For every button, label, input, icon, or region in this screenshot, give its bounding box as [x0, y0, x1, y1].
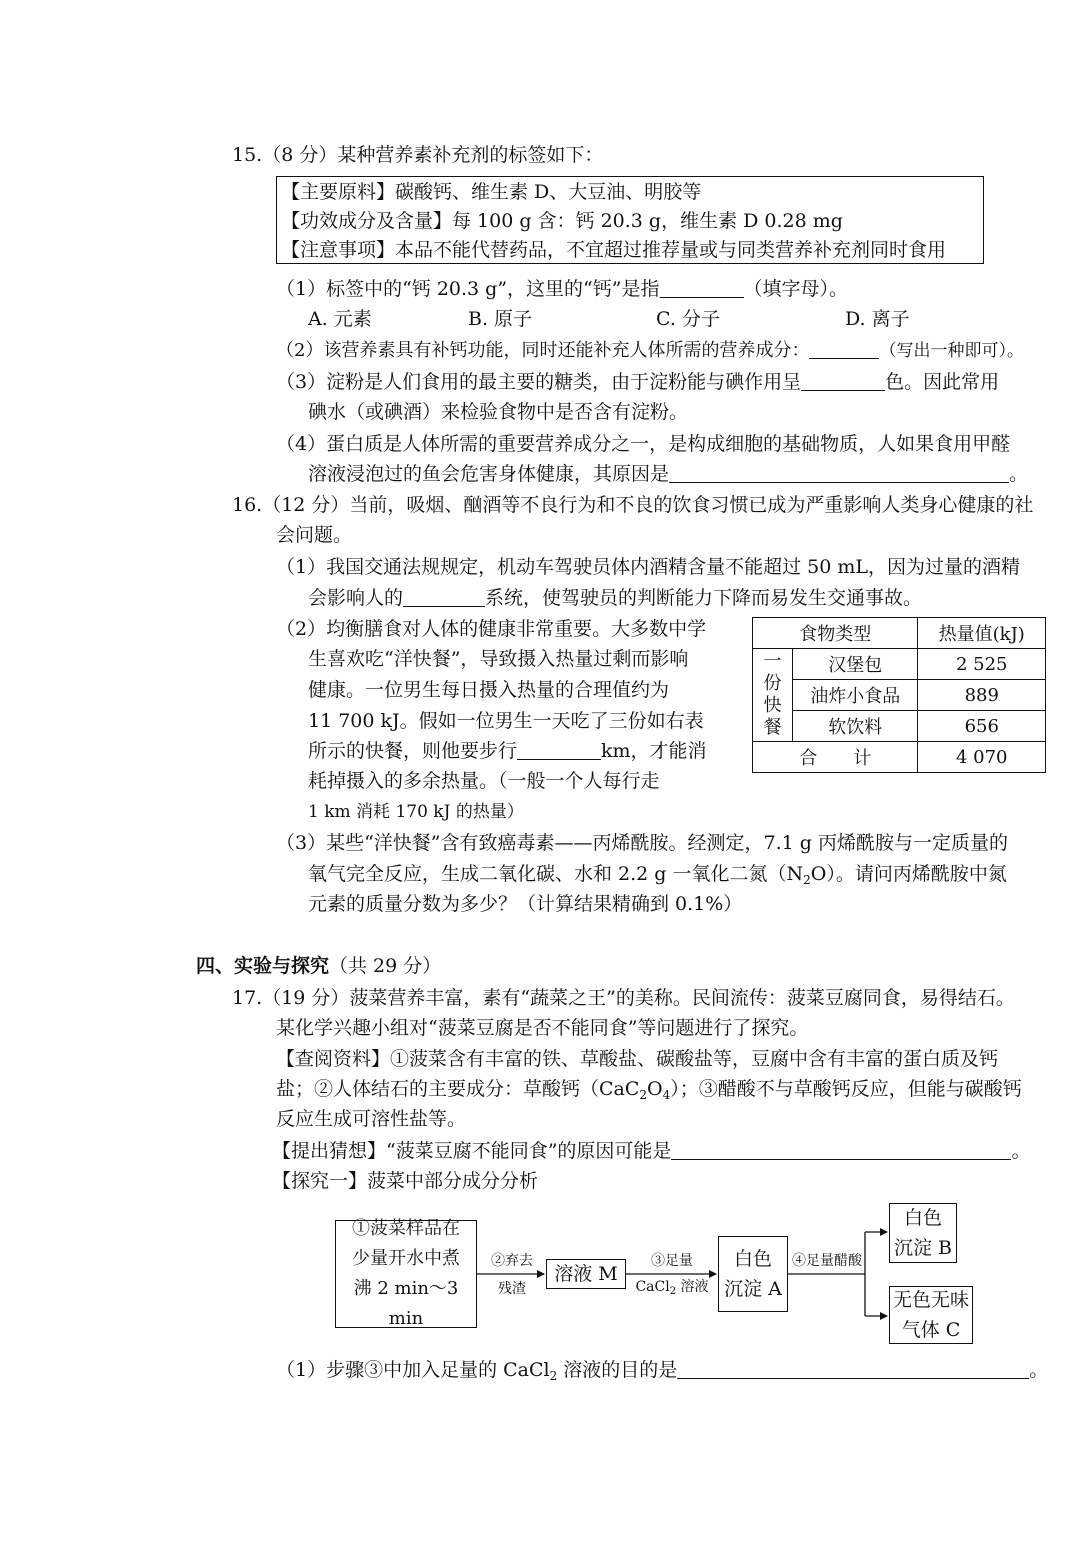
q15-option-c: C. 分子 [656, 308, 720, 330]
q17-reference-line3: 反应生成可溶性盐等。 [276, 1108, 467, 1130]
q16-part2-line3: 健康。一位男生每日摄入热量的合理值约为 [308, 679, 670, 701]
table-group-label: 一份快餐 [753, 649, 793, 742]
flow-arrow1-label-bottom: 残渣 [498, 1281, 526, 1297]
q16-part3-line3: 元素的质量分数为多少？（计算结果精确到 0.1%） [308, 893, 743, 915]
table-cell-food-name: 油炸小食品 [792, 680, 918, 711]
q16-part2-line1: （2）均衡膳食对人体的健康非常重要。大多数中学 [276, 618, 707, 640]
table-cell-food-value: 889 [918, 680, 1046, 711]
table-cell-food-name: 软饮料 [792, 711, 918, 742]
q16-part3-line1: （3）某些“洋快餐”含有致癌毒素——丙烯酰胺。经测定，7.1 g 丙烯酰胺与一定质量的 [276, 832, 1008, 854]
answer-blank-q17-1[interactable] [677, 1358, 1029, 1379]
q17-stem-line2: 某化学兴趣小组对“菠菜豆腐是否不能同食”等问题进行了探究。 [276, 1017, 809, 1039]
q16-part2-line5: 所示的快餐，则他要步行 km，才能消 [308, 740, 707, 762]
section-four-heading: 四、实验与探究（共 29 分） [196, 955, 442, 977]
q15-option-b: B. 原子 [468, 308, 533, 330]
q15-part3-line2: 碘水（或碘酒）来检验食物中是否含有淀粉。 [308, 401, 689, 423]
q15-part4-line1: （4）蛋白质是人体所需的重要营养成分之一，是构成细胞的基础物质，人如果食用甲醛 [276, 433, 1011, 455]
q15-option-a: A. 元素 [308, 308, 372, 330]
q16-part1-line1: （1）我国交通法规规定，机动车驾驶员体内酒精含量不能超过 50 mL，因为过量的酒精 [276, 556, 1020, 578]
q16-part2-line4: 11 700 kJ。假如一位男生一天吃了三份如右表 [308, 710, 704, 732]
table-total-value: 4 070 [918, 742, 1046, 773]
q17-reference-line2: 盐；②人体结石的主要成分：草酸钙$(CaC_2O_4)$；③醋酸不与草酸钙反应，但能与碳酸钙 [276, 1078, 1022, 1102]
flow-box-sample-boiling: ①菠菜样品在 少量开水中煮 沸 2 min～3 min [335, 1220, 477, 1328]
q17-hypothesis: 【提出猜想】“菠菜豆腐不能同食”的原因可能是 。 [272, 1140, 1031, 1162]
flow-box-white-precipitate-b: 白色 沉淀 B [889, 1203, 957, 1263]
q15-part3-line1: （3）淀粉是人们食用的最主要的糖类，由于淀粉能与碘作用呈 色。因此常用 [276, 371, 1000, 393]
flow-box-white-precipitate-a: 白色 沉淀 A [718, 1236, 788, 1312]
q16-part2-line7: 1 km 消耗 170 kJ 的热量） [308, 802, 524, 822]
table-cell-food-value: 656 [918, 711, 1046, 742]
q16-part1-line2: 会影响人的 系统，使驾驶员的判断能力下降而易发生交通事故。 [308, 587, 923, 609]
q17-reference-line1: 【查阅资料】①菠菜含有丰富的铁、草酸盐、碳酸盐等，豆腐中含有丰富的蛋白质及钙 [276, 1048, 999, 1070]
q16-stem-line2: 会问题。 [276, 524, 353, 546]
q15-part1: （1）标签中的“钙 20.3 g”，这里的“钙”是指 （填字母）。 [276, 278, 849, 300]
table-total-label: 合 计 [753, 742, 918, 773]
q17-part1: （1）步骤③中加入足量的 CaCl$_2$ 溶液的目的是 。 [276, 1359, 1049, 1383]
q15-part2: （2）该营养素具有补钙功能，同时还能补充人体所需的营养成分： （写出一种即可）。 [276, 340, 1024, 361]
flow-arrow1-label-top: ②弃去 [491, 1253, 533, 1269]
table-cell-food-name: 汉堡包 [792, 649, 918, 680]
q15-option-d: D. 离子 [845, 308, 910, 330]
table-header-type: 食物类型 [753, 618, 918, 649]
label-line-notice: 【注意事项】本品不能代替药品，不宜超过推荐量或与同类营养补充剂同时食用 [281, 239, 947, 261]
q17-explore-one-heading: 【探究一】菠菜中部分成分分析 [272, 1170, 539, 1192]
q16-part3-line2: 氧气完全反应，生成二氧化碳、水和 2.2 g 一氧化二氮$(N_2O)$。请问丙烯酰胺中氮 [308, 863, 1007, 887]
q17-stem-line1: 17.（19 分）菠菜营养丰富，素有“蔬菜之王”的美称。民间流传：菠菜豆腐同食，易得结石。 [232, 987, 1015, 1009]
q15-stem: 15.（8 分）某种营养素补充剂的标签如下： [232, 144, 604, 166]
flow-arrow3-label-top: ④足量醋酸 [792, 1253, 862, 1269]
label-line-ingredients: 【主要原料】碳酸钙、维生素 D、大豆油、明胶等 [281, 181, 702, 203]
table-cell-food-value: 2 525 [918, 649, 1046, 680]
table-header-value: 热量值(kJ) [918, 618, 1046, 649]
flow-arrow2-label-top: ③足量 [651, 1253, 693, 1269]
flow-box-solution-m: 溶液 M [546, 1259, 626, 1289]
q16-stem-line1: 16.（12 分）当前，吸烟、酗酒等不良行为和不良的饮食习惯已成为严重影响人类身心健康的社 [232, 494, 1034, 516]
q16-part2-line6: 耗掉摄入的多余热量。（一般一个人每行走 [308, 770, 660, 792]
flow-arrow2-label-bottom: CaCl$_2$ 溶液 [635, 1279, 709, 1297]
flow-box-colorless-gas-c: 无色无味 气体 C [889, 1286, 973, 1344]
q15-part4-line2: 溶液浸泡过的鱼会危害身体健康，其原因是 。 [308, 463, 1029, 485]
q16-part2-line2: 生喜欢吃“洋快餐”，导致摄入热量过剩而影响 [308, 648, 689, 670]
label-line-content: 【功效成分及含量】每 100 g 含：钙 20.3 g，维生素 D 0.28 mg [281, 210, 843, 232]
